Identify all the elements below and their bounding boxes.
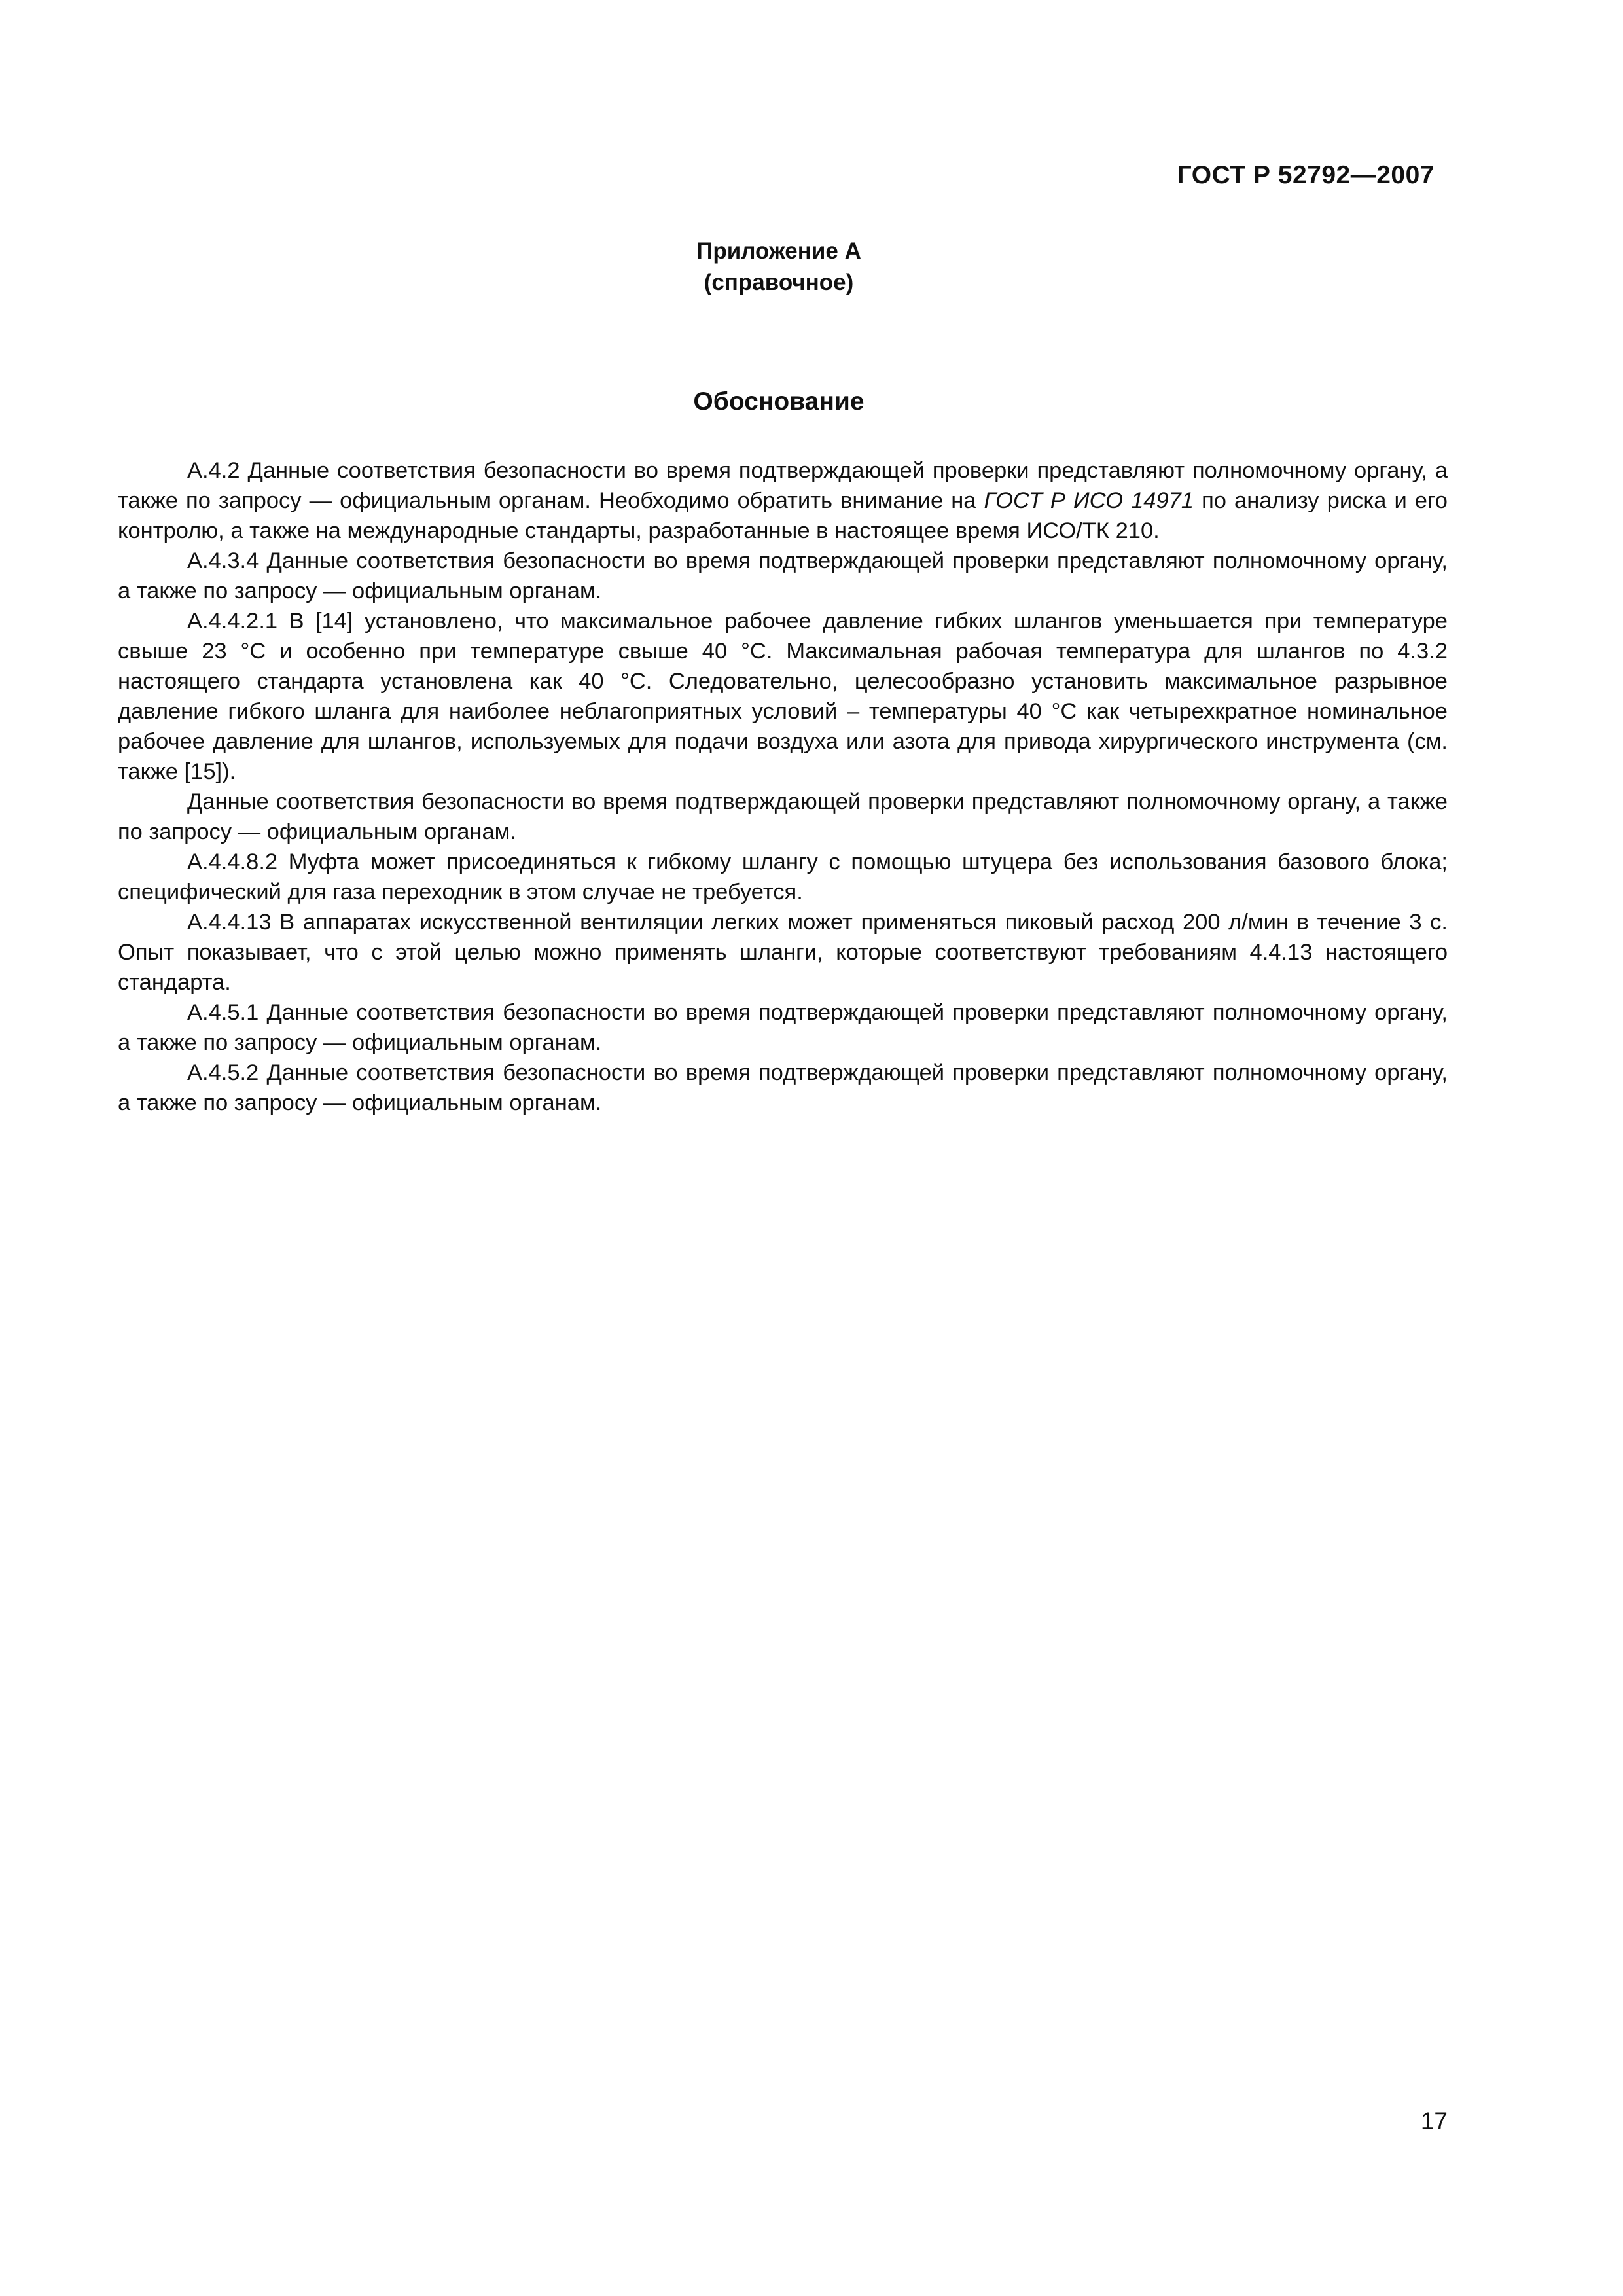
paragraph-a-4-5-2: А.4.5.2 Данные соответствия безопасности во время подтверждающей проверки представляют полномочному органу, а также по запросу — официальным органам. xyxy=(118,1060,1448,1115)
standard-reference: ГОСТ Р ИСО 14971 xyxy=(984,488,1194,513)
paragraph-a-4-2 xyxy=(118,456,1448,546)
page-number: 17 xyxy=(1420,2108,1448,2134)
paragraph-a-4-4-13: А.4.4.13 В аппаратах искусственной вентиляции легких может применяться пиковый расход 200 л/мин в течение 3 с. Опыт показывает, что с этой целью можно применять шланги, которые соответствуют требованиям 4.4.13 настоящего стандарта. xyxy=(118,910,1448,995)
paragraph-continuation: Данные соответствия безопасности во время подтверждающей проверки представляют полномочному органу, а также по запросу — официальным органам. xyxy=(118,789,1448,844)
document-id-header: ГОСТ Р 52792—2007 xyxy=(1177,161,1435,189)
appendix-title-line1: Приложение А xyxy=(696,238,861,264)
paragraph-text: по анализу риска и его контролю, а также на международные стандарты, разработанные в настоящее время ИСО/ТК 210. xyxy=(118,488,1448,543)
paragraph-a-4-4-2-1: А.4.4.2.1 В [14] установлено, что максимальное рабочее давление гибких шлангов уменьшается при температуре свыше 23 °С и особенно при температуре свыше 40 °С. Максимальная рабочая температура для шлангов по 4.3.2 настоящего стандарта установлена как 40 °С. Следовательно, целесообразно установить максимальное разрывное давление гибкого шланга для наиболее неблагоприятных условий – температуры 40 °С как четырехкратное номинальное рабочее давление для шлангов, используемых для подачи воздуха или азота для привода хирургического инструмента (см. также [15]). xyxy=(118,609,1448,784)
paragraph-a-4-3-4: А.4.3.4 Данные соответствия безопасности во время подтверждающей проверки представляют полномочному органу, а также по запросу — официальным органам. xyxy=(118,548,1448,603)
appendix-title-line2: (справочное) xyxy=(704,270,854,295)
section-title: Обоснование xyxy=(693,387,865,416)
appendix-title xyxy=(0,236,1558,298)
body-text xyxy=(118,456,1448,1118)
paragraph-text: А.4.2 Данные соответствия безопасности во время подтверждающей проверки представляют полномочному органу, а также по запросу — официальным органам. Необходимо обратить внимание на xyxy=(118,458,1448,513)
paragraph-a-4-5-1: А.4.5.1 Данные соответствия безопасности во время подтверждающей проверки представляют полномочному органу, а также по запросу — официальным органам. xyxy=(118,1000,1448,1055)
paragraph-a-4-4-8-2: А.4.4.8.2 Муфта может присоединяться к гибкому шлангу с помощью штуцера без использования базового блока; специфический для газа переходник в этом случае не требуется. xyxy=(118,850,1448,905)
